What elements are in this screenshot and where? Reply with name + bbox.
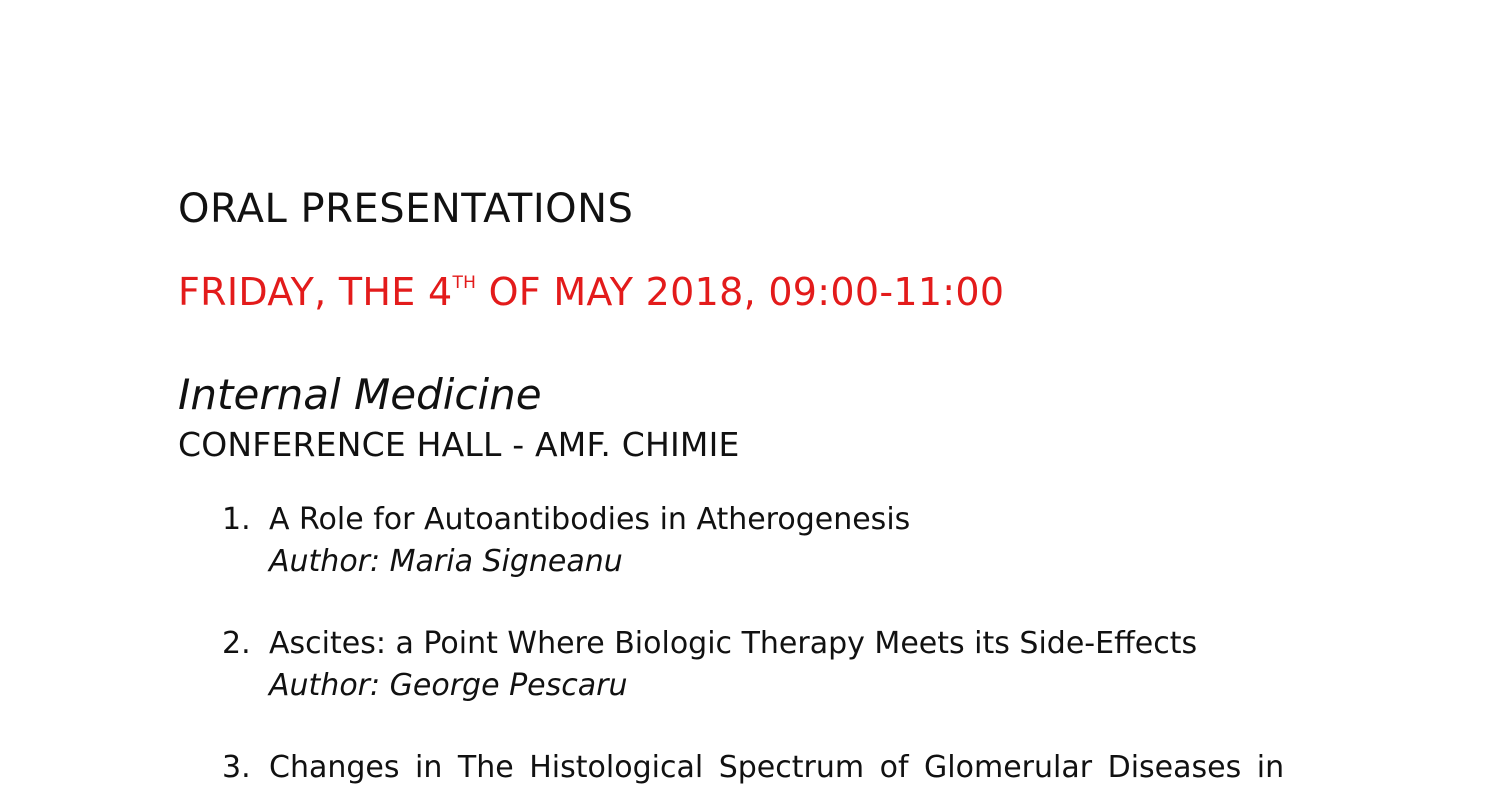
section-location: CONFERENCE HALL - AMF. CHIMIE <box>178 425 740 464</box>
list-item-number: 1. <box>222 502 251 537</box>
presentation-author: Author: Maria Signeanu <box>269 544 623 579</box>
session-date-superscript: TH <box>452 273 477 293</box>
presentation-title: A Role for Autoantibodies in Atherogenesis <box>269 502 911 537</box>
presentation-author: Author: George Pescaru <box>269 668 628 703</box>
presentation-title: Ascites: a Point Where Biologic Therapy Meets its Side-Effects <box>269 626 1198 661</box>
list-item-number: 3. <box>222 750 251 785</box>
session-date-suffix: OF MAY 2018, 09:00-11:00 <box>476 270 1005 314</box>
page-heading: ORAL PRESENTATIONS <box>178 186 634 232</box>
session-date-prefix: FRIDAY, THE 4 <box>178 270 453 314</box>
session-date <box>178 270 1004 314</box>
presentation-title: Changes in The Histological Spectrum of Glomerular Diseases in <box>269 750 1285 785</box>
list-item-number: 2. <box>222 626 251 661</box>
section-title: Internal Medicine <box>178 370 542 419</box>
